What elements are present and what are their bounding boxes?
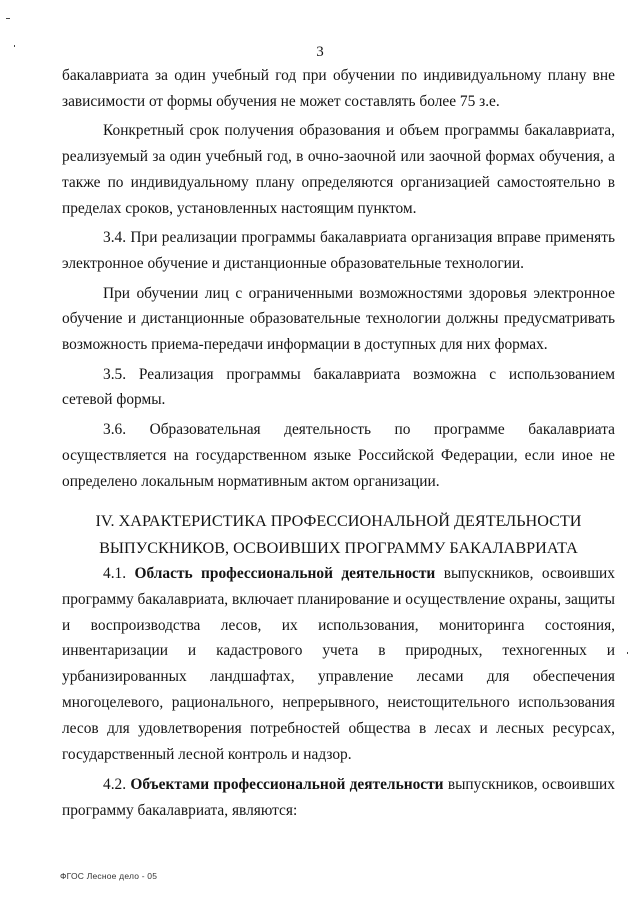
item-4-2-number: 4.2. xyxy=(103,776,127,794)
section-heading-line-2: ВЫПУСКНИКОВ, ОСВОИВШИХ ПРОГРАММУ БАКАЛАВРИАТА xyxy=(99,539,578,557)
section-heading-line-1: IV. ХАРАКТЕРИСТИКА ПРОФЕССИОНАЛЬНОЙ ДЕЯТЕЛЬНОСТИ xyxy=(95,512,582,530)
item-4-2 xyxy=(62,772,615,824)
paragraph-duration: Конкретный срок получения образования и объем программы бакалавриата, реализуемый за один учебный год, в очно-заочной или заочной формах обучения, а также по индивидуальному плану определяются организацией самостоятельно в пределах сроков, установленных настоящим пунктом. xyxy=(62,122,615,217)
item-4-1-text: выпускников, освоивших программу бакалавриата, включает планирование и осуществление охраны, защиты и воспроизводства лесов, их использования, мониторинга состояния, инвентаризации и кадастрового учета в природных, техногенных и урбанизированных ландшафтах, управление лесами для обеспечения многоцелевого, рационального, непрерывного, неистощительного использования лесов для удовлетворения потребностей общества в лесах и лесных ресурсах, государственный лесной контроль и надзор. xyxy=(62,565,615,763)
paragraph-3-6: 3.6. Образовательная деятельность по программе бакалавриата осуществляется на государственном языке Российской Федерации, если иное не определено локальным нормативным актом организации. xyxy=(62,421,615,490)
paragraph-continuation: бакалавриата за один учебный год при обучении по индивидуальному плану вне зависимости от формы обучения не может составлять более 75 з.е. xyxy=(62,67,615,110)
item-4-1 xyxy=(62,561,615,767)
body-text xyxy=(62,63,615,494)
section-4-text xyxy=(62,561,615,824)
section-heading xyxy=(62,508,615,562)
scan-mark-top-left xyxy=(6,18,10,19)
scan-mark-right xyxy=(627,652,628,654)
paragraph-3-5: 3.5. Реализация программы бакалавриата возможна с использованием сетевой формы. xyxy=(62,365,615,409)
item-4-1-term: Область профессиональной деятельности xyxy=(134,565,436,582)
item-4-2-term: Объектами профессиональной деятельности xyxy=(130,776,444,794)
paragraph-3-4: 3.4. При реализации программы бакалавриата организация вправе применять электронное обучение и дистанционные образовательные технологии. xyxy=(62,229,615,272)
paragraph-disabilities: При обучении лиц с ограниченными возможностями здоровья электронное обучение и дистанционные образовательные технологии должны предусматривать возможность приема-передачи информации в доступных для них формах. xyxy=(62,284,615,354)
item-4-2-text: выпускников, освоивших программу бакалавриата, являются: xyxy=(62,776,615,820)
page-number: 3 xyxy=(316,44,324,60)
item-4-1-number: 4.1. xyxy=(103,565,127,582)
footer-label: ФГОС Лесное дело - 05 xyxy=(60,871,158,881)
